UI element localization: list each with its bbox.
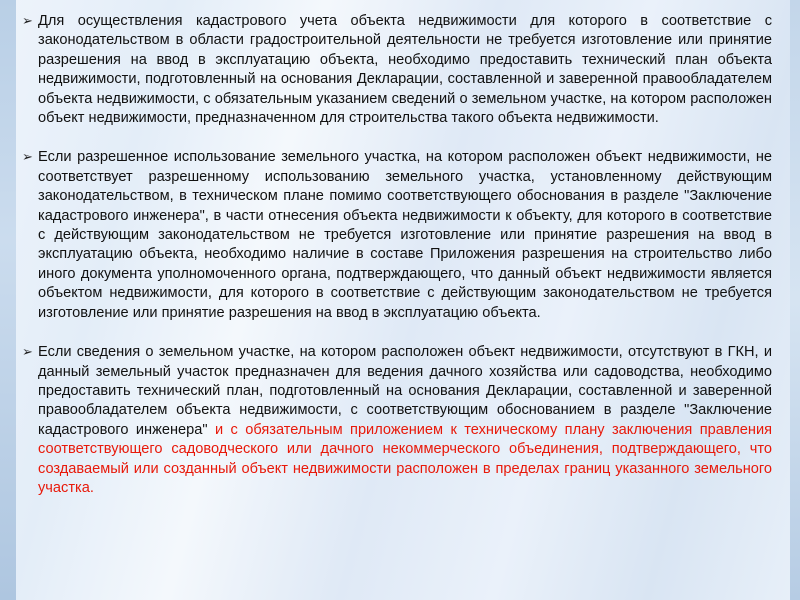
bullet-arrow-icon: ➢: [22, 13, 33, 28]
paragraph-3-text-black: Если сведения о земельном участке, на котором расположен объект недвижимости, отсутствуют в ГКН, и данный земельный участок предназначен для ведения дачного хозяйства или садоводства, необходимо предоставить технический план, подготовленный на основания Декларации, составленной и заверенной правообладателем объекта недвижимости, с соответствующим обоснованием в разделе "Заключение кадастрового инженера": [38, 344, 772, 438]
paragraph-1-text: Для осуществления кадастрового учета объекта недвижимости для которого в соответствие с законодательством в области градостроительной деятельности не требуется изготовление или принятие разрешения на ввод в эксплуатацию объекта, необходимо предоставить технический план объекта недвижимости, подготовленный на основания Декларации, составленной и заверенной правообладателем объекта недвижимости, с обязательным указанием сведений о земельном участке, на котором расположен объект недвижимости, предназначенном для строительства такого объекта недвижимости.: [38, 13, 772, 127]
paragraph-2: [22, 148, 772, 323]
bullet-arrow-icon: ➢: [22, 149, 33, 165]
paragraph-3: [22, 343, 772, 498]
bullet-arrow-icon: ➢: [22, 344, 33, 360]
paragraph-1: [22, 12, 772, 128]
paragraph-2-text: Если разрешенное использование земельного участка, на котором расположен объект недвижимости, не соответствует разрешенному использованию земельного участка, установленному действующим законодательством, в техническом плане помимо соответствующего обоснования в разделе "Заключение кадастрового инженера", в части отнесения объекта недвижимости к объекту, для которого в соответствие с действующим законодательством не требуется изготовление или принятие разрешения на ввод в эксплуатацию объекта, необходимо наличие в составе Приложения разрешения на строительство либо иного документа уполномоченного органа, подтверждающего, что данный объект недвижимости является объектом недвижимости, для которого в соответствие с действующим законодательством не требуется изготовление или принятие разрешения на ввод в эксплуатацию объекта.: [38, 149, 772, 321]
paragraph-3-text-highlighted: и с обязательным приложением к техническому плану заключения правления соответствующего садоводческого или дачного некоммерческого объединения, подтверждающего, что создаваемый или созданный объект недвижимости расположен в пределах границ указанного земельного участка.: [38, 421, 772, 496]
slide-content: [18, 8, 778, 592]
